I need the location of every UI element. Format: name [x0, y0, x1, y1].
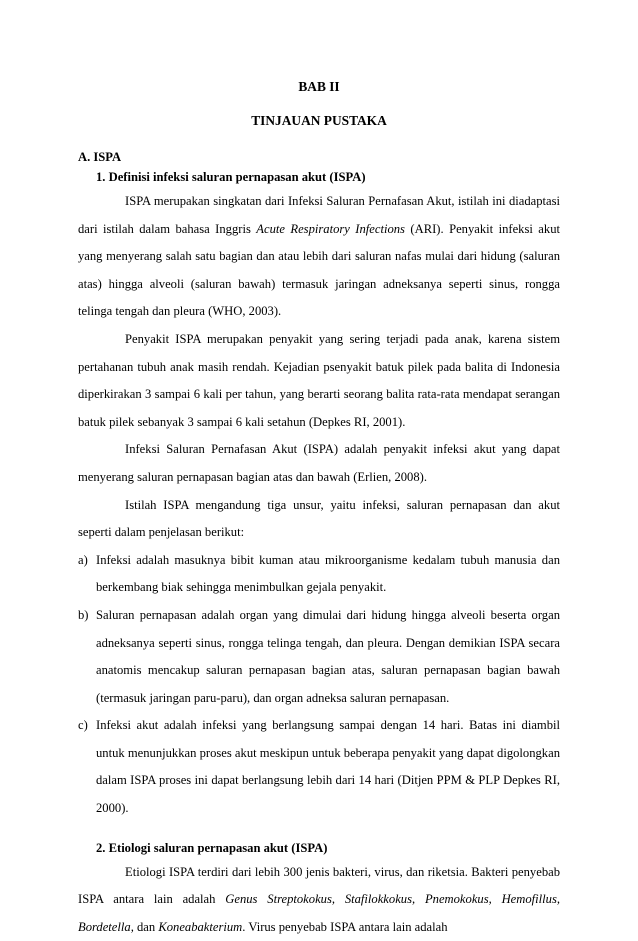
- chapter-title: TINJAUAN PUSTAKA: [251, 113, 387, 128]
- paragraph-5-text-c: . Virus penyebab ISPA antara lain adalah: [242, 919, 448, 934]
- subsection-1-heading: 1. Definisi infeksi saluran pernapasan akut (ISPA): [96, 170, 366, 184]
- chapter-number: BAB II: [298, 79, 340, 94]
- paragraph-4: Istilah ISPA mengandung tiga unsur, yaitu infeksi, saluran pernapasan dan akut seperti dalam penjelasan berikut:: [78, 497, 560, 540]
- list-item: [78, 712, 560, 822]
- paragraph-5-text-a: Etiologi ISPA terdiri dari lebih 300 jenis bakteri, virus, dan riketsia. Bakteri penyebab ISPA antara lain adalah: [78, 864, 560, 907]
- chapter-body: [78, 148, 560, 941]
- list-item: [78, 547, 560, 602]
- paragraph-1: [78, 188, 560, 326]
- paragraph-5-italic-bacteria: Genus Streptokokus, Stafilokkokus, Pnemokokus, Hemofillus, Bordetella,: [78, 892, 560, 934]
- paragraph-3: Infeksi Saluran Pernafasan Akut (ISPA) adalah penyakit infeksi akut yang dapat menyerang saluran pernapasan bagian atas dan bawah (Erlien, 2008).: [78, 442, 560, 484]
- list-marker: a): [78, 552, 88, 567]
- definition-list: [78, 547, 560, 823]
- paragraph-1-italic-term: Acute Respiratory Infections: [256, 221, 405, 236]
- subsection-2-heading: 2. Etiologi saluran pernapasan akut (ISPA): [96, 840, 328, 855]
- list-item-text: Infeksi adalah masuknya bibit kuman atau mikroorganisme kedalam tubuh manusia dan berkembang biak sehingga menimbulkan gejala penyakit.: [96, 552, 560, 595]
- paragraph-1-text-a: ISPA merupakan singkatan dari Infeksi Saluran Pernafasan Akut, istilah ini diadaptasi dari istilah dalam bahasa Inggris: [78, 194, 560, 236]
- list-item-text: Saluran pernapasan adalah organ yang dimulai dari hidung hingga alveoli beserta organ adneksanya seperti sinus, rongga telinga tengah, dan pleura. Dengan demikian ISPA secara anatomis mencakup saluran pernapasan bagian atas, saluran pernapasan bagian bawah (termasuk jaringan paru-paru), dan organ adneksa saluran pernapasan.: [96, 607, 560, 705]
- list-item-text: Infeksi akut adalah infeksi yang berlangsung sampai dengan 14 hari. Batas ini diambil untuk menunjukkan proses akut meskipun untuk beberapa penyakit yang dapat digolongkan dalam ISPA proses ini dapat berlangsung lebih dari 14 hari (Ditjen PPM & PLP Depkes RI, 2000).: [96, 718, 560, 816]
- list-marker: b): [78, 607, 89, 622]
- list-item: [78, 602, 560, 712]
- paragraph-1-text-b: (ARI). Penyakit infeksi akut yang menyerang salah satu bagian dan atau lebih dari saluran nafas mulai dari hidung (saluran atas) hingga alveoli (saluran bawah) termasuk jaringan adneksanya seperti sinus, rongga telinga tengah dan pleura (WHO, 2003).: [78, 221, 560, 319]
- section-a-heading: A. ISPA: [78, 150, 122, 164]
- list-marker: c): [78, 718, 88, 733]
- paragraph-5: [78, 859, 560, 941]
- section-gap: [78, 823, 560, 837]
- paragraph-5-text-b: dan: [133, 919, 159, 934]
- paragraph-5-italic-koneabakterium: Koneabakterium: [158, 919, 243, 934]
- paragraph-2: Penyakit ISPA merupakan penyakit yang sering terjadi pada anak, karena sistem pertahanan tubuh anak masih rendah. Kejadian psenyakit batuk pilek pada balita di Indonesia diperkirakan 3 sampai 6 kali per tahun, yang berarti seorang balita rata-rata mendapat serangan batuk pilek sebanyak 3 sampai 6 kali setahun (Depkes RI, 2001).: [78, 331, 560, 429]
